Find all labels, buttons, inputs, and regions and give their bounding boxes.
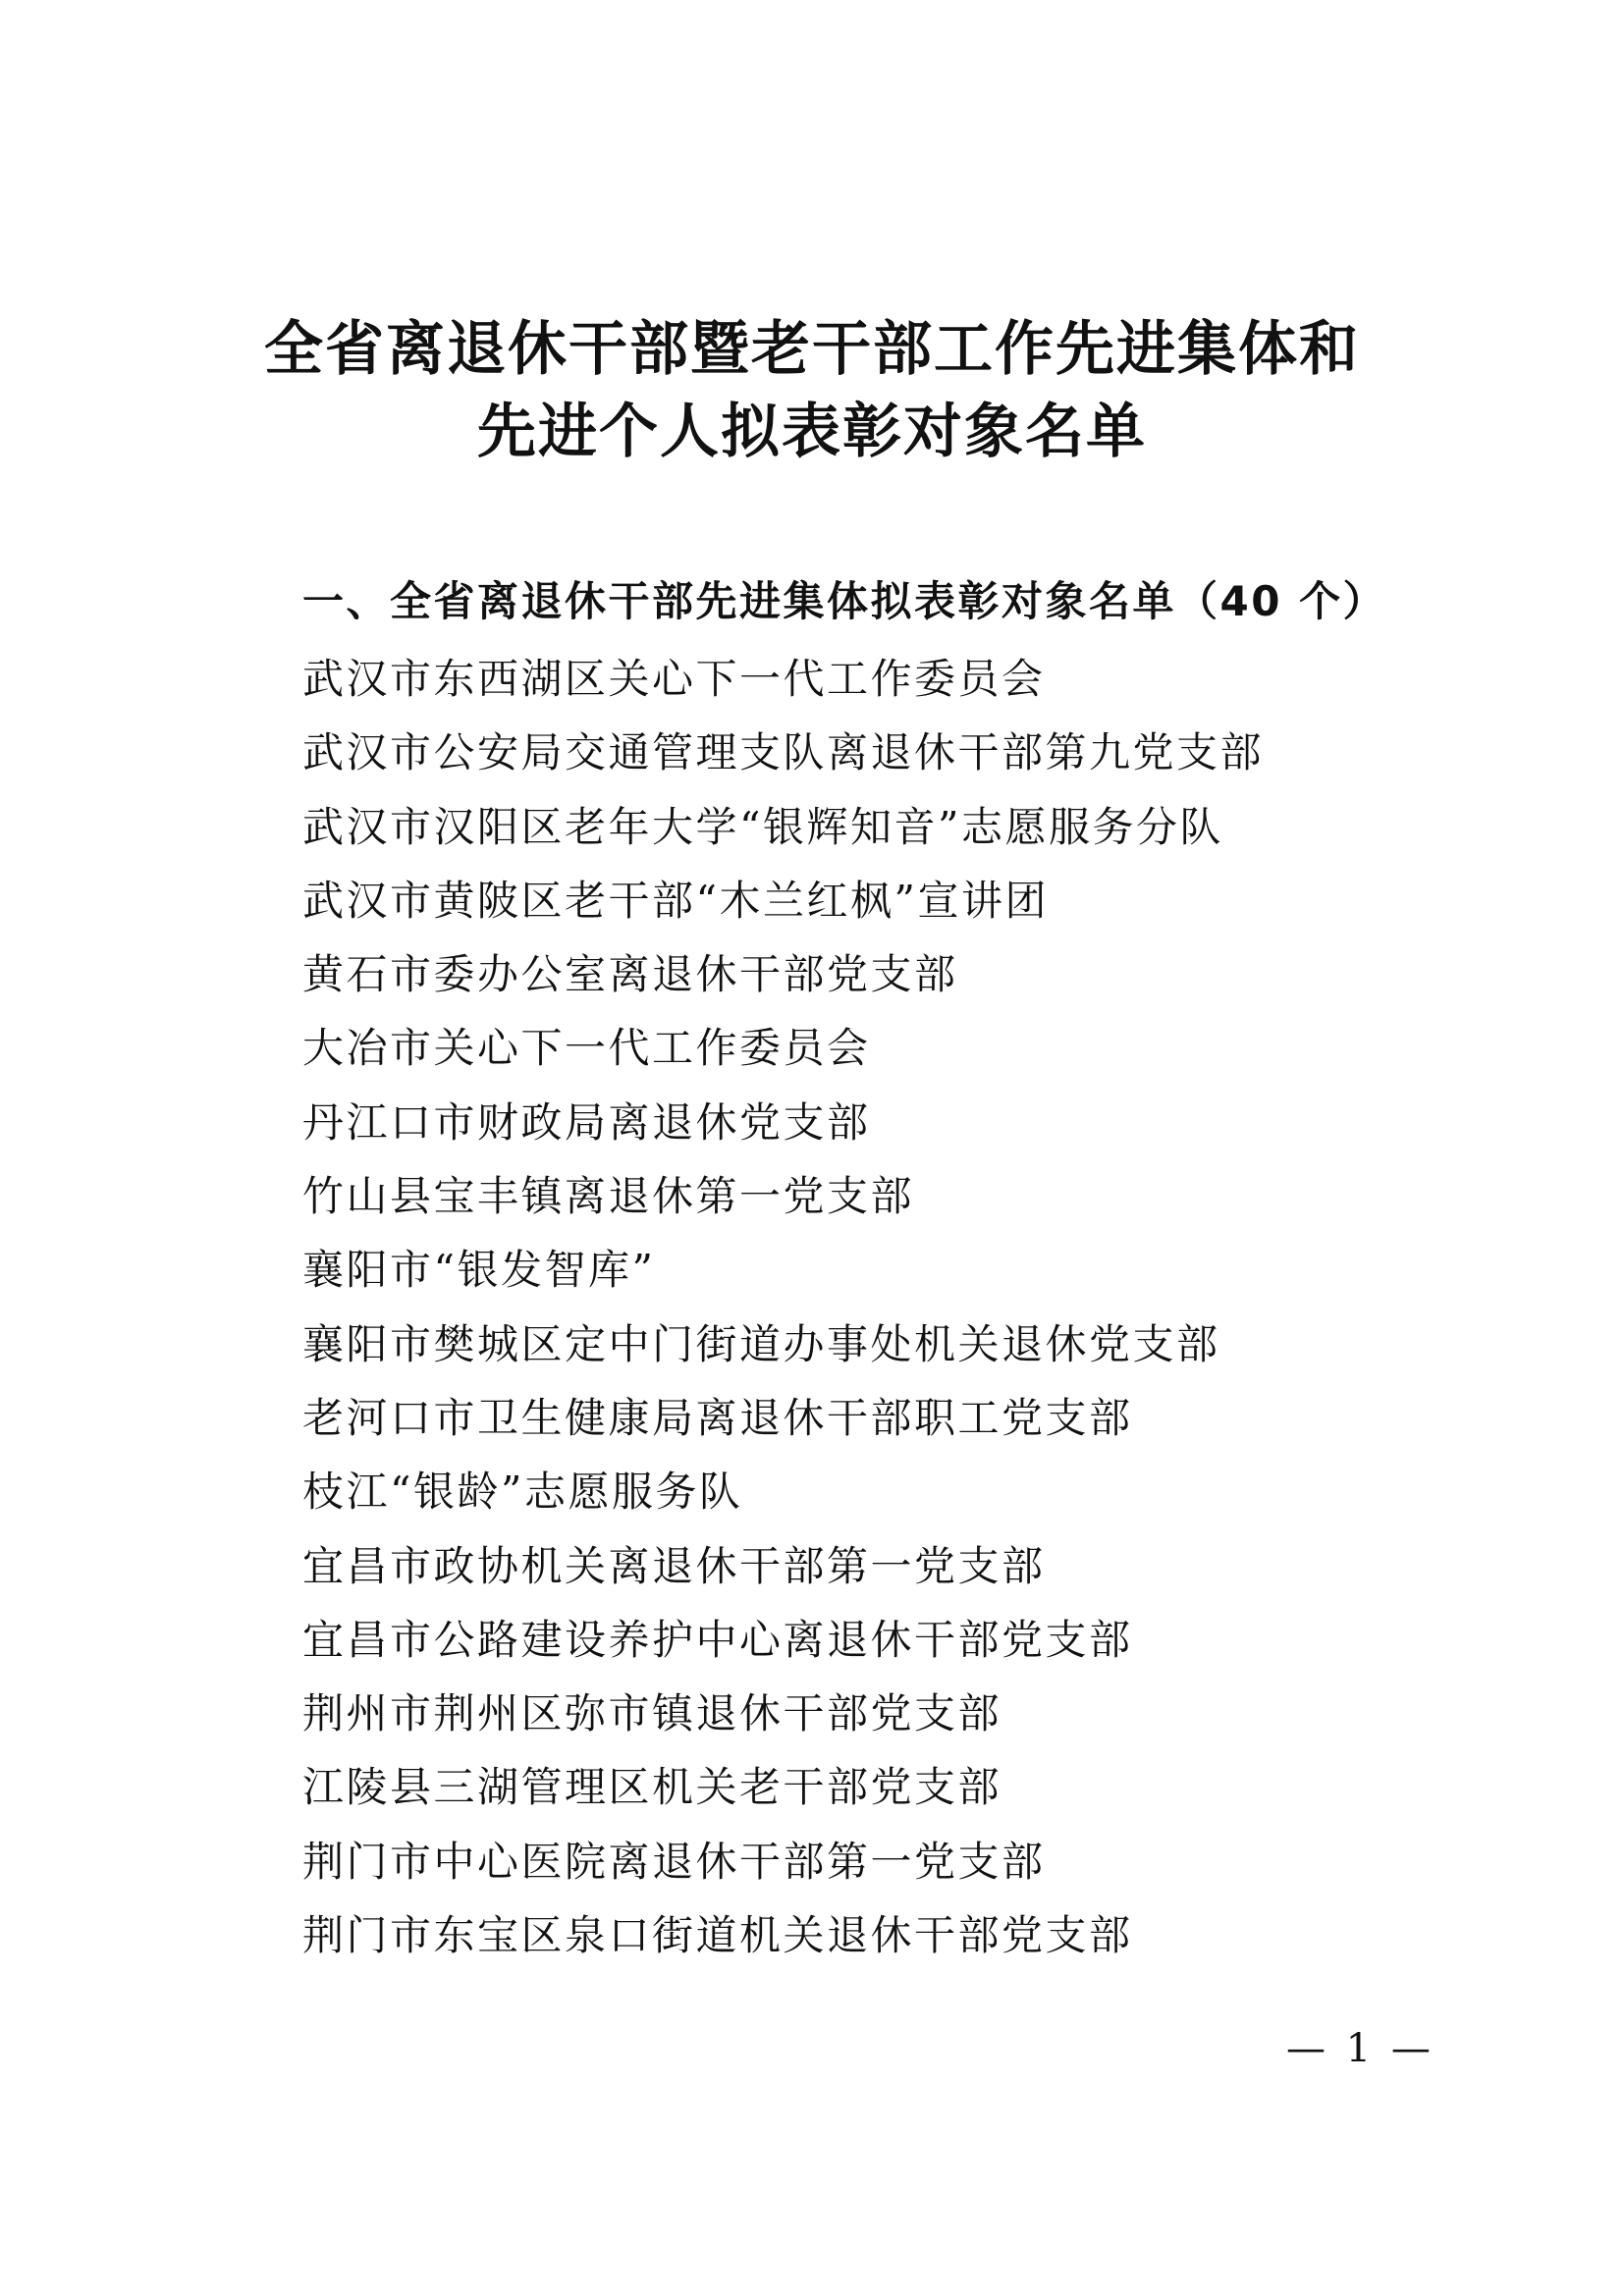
list-item: 荆门市东宝区泉口街道机关退休干部党支部 (302, 1911, 1133, 1960)
title-line-1: 全省离退休干部暨老干部工作先进集体和 (264, 315, 1360, 384)
list-item: 丹江口市财政局离退休党支部 (302, 1097, 871, 1147)
section-heading: 一、全省离退休干部先进集体拟表彰对象名单（40 个） (302, 577, 1387, 625)
list-item: 大冶市关心下一代工作委员会 (302, 1024, 871, 1073)
collective-list (302, 642, 1481, 1972)
list-item: 武汉市黄陂区老干部“木兰红枫”宣讲团 (302, 876, 1049, 925)
list-item: 武汉市东西湖区关心下一代工作委员会 (302, 655, 1046, 703)
list-item: 武汉市汉阳区老年大学“银辉知音”志愿服务分队 (302, 802, 1223, 851)
list-item: 竹山县宝丰镇离退休第一党支部 (302, 1172, 915, 1221)
list-item: 荆州市荆州区弥市镇退休干部党支部 (302, 1689, 1002, 1738)
page-number: — 1 — (1286, 2026, 1435, 2071)
list-item: 宜昌市政协机关离退休干部第一党支部 (302, 1541, 1046, 1590)
list-item: 宜昌市公路建设养护中心离退休干部党支部 (302, 1615, 1133, 1664)
title-line-2: 先进个人拟表彰对象名单 (477, 398, 1147, 466)
list-item: 荆门市中心医院离退休干部第一党支部 (302, 1837, 1046, 1886)
list-item: 黄石市委办公室离退休干部党支部 (302, 950, 958, 999)
list-item: 襄阳市“银发智库” (302, 1246, 656, 1295)
list-item: 老河口市卫生健康局离退休干部职工党支部 (302, 1393, 1133, 1442)
list-item: 枝江“银龄”志愿服务队 (302, 1468, 743, 1517)
list-item: 武汉市公安局交通管理支队离退休干部第九党支部 (302, 728, 1265, 777)
list-item: 江陵县三湖管理区机关老干部党支部 (302, 1763, 1002, 1812)
document-title (0, 308, 1624, 473)
list-item: 襄阳市樊城区定中门街道办事处机关退休党支部 (302, 1319, 1220, 1368)
